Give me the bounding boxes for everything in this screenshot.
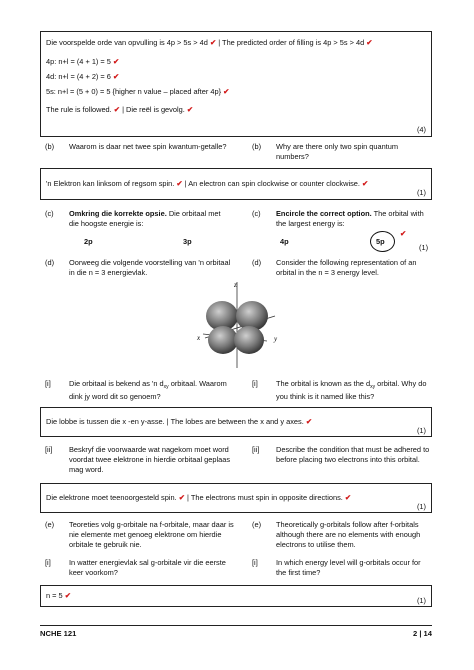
question-body: orbitaal. Waarom dink jy word dit so genoem? [69, 379, 227, 401]
question-label: (b) [252, 142, 262, 151]
question-label: (b) [45, 142, 55, 151]
question-label: (d) [252, 258, 262, 267]
question-body: Die orbitaal is bekend as 'n d [69, 379, 164, 388]
option-5p[interactable]: 5p [376, 237, 385, 246]
answer-line-4d: 4d: n+l = (4 + 2) = 6 [46, 72, 111, 81]
tick-mark-icon: ✔ [209, 38, 217, 47]
axis-label-y: y [274, 335, 278, 343]
question-text-en: Describe the condition that must be adhered to before placing two electrons into this orbital. [276, 445, 430, 464]
tick-mark-icon: ✔ [366, 38, 373, 47]
question-text-af [69, 379, 239, 402]
answer-line-4p: 4p: n+l = (4 + 1) = 5 [46, 57, 111, 66]
question-instruction: Omkring die korrekte opsie. [69, 209, 167, 218]
dxy-orbital-figure [185, 278, 295, 373]
question-label: (e) [45, 520, 55, 529]
question-label: [ii] [45, 445, 53, 454]
answer-text-af: 'n Elektron kan linksom of regsom spin. [46, 179, 175, 188]
subscript: xy [163, 384, 169, 390]
answer-text: n = 5 [46, 591, 63, 600]
question-body: Die orbitaal met die hoogste energie is: [69, 209, 221, 228]
tick-mark-icon: ✔ [112, 57, 120, 66]
marks-label: (4) [416, 125, 426, 134]
question-text-af: Waarom is daar net twee spin kwantum-getalle? [69, 142, 227, 151]
question-text-en: In which energy level will g-orbitals occur for the first time? [276, 558, 421, 577]
marks-label: (1) [416, 188, 426, 197]
subscript: xy [370, 384, 376, 390]
answer-line-5s: 5s: n+l = (5 + 0) = 5 {higher n value – placed after 4p} [46, 87, 222, 96]
question-label: [i] [252, 558, 258, 567]
answer-text-en: | The lobes are between the x and y axes. [166, 417, 304, 426]
tick-mark-icon: ✔ [178, 493, 185, 502]
tick-mark-icon: ✔ [113, 105, 120, 114]
question-text-af: Oorweeg die volgende voorstelling van 'n orbitaal in die n = 3 energievlak. [69, 258, 231, 277]
question-body: orbital. Why do you think is it named like this? [276, 379, 427, 401]
marks-label: (1) [419, 243, 429, 252]
question-body: The orbital is known as the d [276, 379, 371, 388]
option-2p[interactable]: 2p [84, 237, 93, 246]
question-text-en: Consider the following representation of an orbital in the n = 3 energy level. [276, 258, 417, 277]
page-number: 2 | 14 [412, 629, 432, 638]
question-text-af: In watter energievlak sal g-orbitale vir die eerste keer voorkom? [69, 558, 226, 577]
answer-rule-text-af: | Die reël is gevolg. [122, 105, 185, 114]
question-label: (d) [45, 258, 55, 267]
question-instruction: Encircle the correct option. [276, 209, 372, 218]
tick-mark-icon: ✔ [223, 87, 230, 96]
answer-text-en: | The electrons must spin in opposite directions. [186, 493, 343, 502]
option-3p[interactable]: 3p [183, 237, 192, 246]
question-text-en: Theoretically g-orbitals follow after f-orbitals although there are no elements with enough electrons to utilise them. [276, 520, 421, 549]
answer-box-spin [40, 168, 432, 200]
tick-mark-icon: ✔ [362, 179, 369, 188]
tick-mark-icon: ✔ [64, 591, 71, 600]
answer-text-af: Die lobbe is tussen die x -en y-asse. [46, 417, 165, 426]
answer-box-order [40, 31, 432, 137]
tick-mark-icon: ✔ [186, 105, 194, 114]
tick-mark-icon: ✔ [400, 229, 407, 238]
tick-mark-icon: ✔ [112, 72, 120, 81]
question-label: (c) [252, 209, 261, 218]
question-label: (c) [45, 209, 54, 218]
marks-label: (1) [416, 502, 426, 511]
question-body: The orbital with the largest energy is: [276, 209, 424, 228]
axis-label-z: z [234, 281, 237, 289]
footer-divider [40, 625, 432, 626]
question-text-en [276, 209, 426, 229]
answer-box-lobes [40, 407, 432, 437]
axis-label-x: x [197, 334, 201, 342]
answer-rule-text: The rule is followed. [46, 105, 112, 114]
answer-box-energy-level [40, 585, 432, 607]
question-label: [ii] [252, 445, 260, 454]
question-label: [i] [252, 379, 258, 388]
answer-box-opposite-spin [40, 483, 432, 513]
tick-mark-icon: ✔ [305, 417, 313, 426]
answer-text-en: | The predicted order of filling is 4p > 5s > 4d [218, 38, 365, 47]
question-label: [i] [45, 558, 51, 567]
question-label: (e) [252, 520, 262, 529]
answer-text-en: | An electron can spin clockwise or counter clockwise. [184, 179, 360, 188]
question-text-en [276, 379, 431, 402]
orbital-lobe [234, 326, 264, 354]
question-text-af: Teoreties volg g-orbitale na f-orbitale, maar daar is nie elemente met genoeg elektrone om hierdie orbitale te gebruik nie. [69, 520, 234, 549]
question-text-af [69, 209, 229, 229]
question-text-en: Why are there only two spin quantum numbers? [276, 142, 399, 161]
question-label: [i] [45, 379, 51, 388]
orbital-lobe [208, 326, 238, 354]
course-code: NCHE 121 [40, 629, 77, 638]
tick-mark-icon: ✔ [344, 493, 352, 502]
answer-text-af: Die elektrone moet teenoorgesteld spin. [46, 493, 177, 502]
marks-label: (1) [416, 596, 426, 605]
tick-mark-icon: ✔ [176, 179, 183, 188]
option-4p[interactable]: 4p [280, 237, 289, 246]
answer-text: Die voorspelde orde van opvulling is 4p > 5s > 4d [46, 38, 208, 47]
question-text-af: Beskryf die voorwaarde wat nagekom moet word voordat twee elektrone in hierdie orbitaal geplaas mag word. [69, 445, 231, 474]
marks-label: (1) [416, 426, 426, 435]
